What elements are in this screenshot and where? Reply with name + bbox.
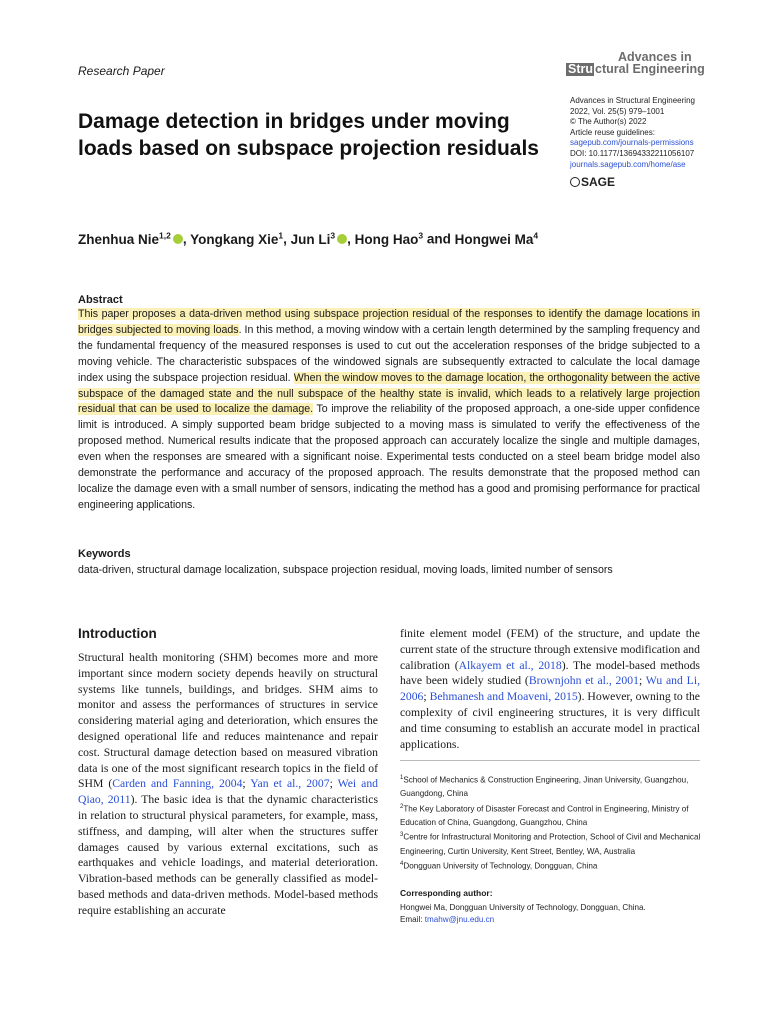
citation-link[interactable]: Wei and Qiao, 2011	[78, 777, 379, 807]
journal-link[interactable]: journals.sagepub.com/home/ase	[570, 159, 686, 169]
sage-icon	[570, 177, 580, 187]
publisher-name: SAGE	[581, 175, 616, 189]
author-3: Jun Li$^3$	[290, 230, 336, 247]
highlight[interactable]: When the window moves to the damage location, the orthogonality between the active subspace of the damaged state and the null subspace of the healthy state is invalid, which leads to a relatively large projection residual that can be used to localize the damage.	[78, 371, 700, 416]
logo-line1: Advances in	[618, 50, 692, 64]
journal-meta	[570, 96, 730, 170]
highlight[interactable]: This paper proposes a data-driven method using subspace projection residual of the responses to identify the damage locations in bridges subjected to moving loads	[78, 308, 700, 336]
affiliation: $^3$Centre for Infrastructural Monitoring and Protection, School of Civil and Mechanical Engineering, Curtin University, Kent Street, Bentley, WA, Australia	[400, 832, 701, 856]
author-4: Hong Hao$^3$	[354, 230, 424, 247]
author-list: Zhenhua Nie$^{1,2}$ , Yongkang Xie$^1$, Jun Li$^3$ , Hong Hao$^3$ and Hongwei Ma$^4$	[78, 230, 539, 247]
meta-journal: Advances in Structural Engineering	[570, 96, 695, 105]
affiliation: $^2$The Key Laboratory of Disaster Forecast and Control in Engineering, Ministry of Education of China, Guangdong, Guangzhou, China	[400, 803, 689, 827]
paper-title: Damage detection in bridges under moving loads based on subspace projection residuals	[78, 110, 539, 160]
corresponding-line: Hongwei Ma, Dongguan University of Technology, Dongguan, China.	[400, 903, 646, 912]
affiliation: $^1$School of Mechanics & Construction Engineering, Jinan University, Guangzhou, Guangdong, China	[400, 775, 689, 799]
introduction-heading: Introduction	[78, 626, 157, 641]
citation-link[interactable]: Brownjohn et al., 2001	[528, 674, 639, 688]
author-1: Zhenhua Nie$^{1,2}$	[78, 230, 171, 247]
intro-column-1: Structural health monitoring (SHM) becomes more and more important since modern society depends heavily on structural systems like tunnels, buildings, and bridges. SHM aims to monitor and assess the performances of structures in service considering material aging and deterioration, which ensures the designed operational life and reduces maintenance and repair cost. Structural damage detection based on measured vibration data is one of the most significant research topics in the field of SHM (Carden and Fanning, 2004; Yan et al., 2007; Wei and Qiao, 2011). The basic idea is that the dynamic characteristics in relation to structural physical parameters, for example, mass, stiffness, and damping, will alter when the structures suffer damages caused by various external excitations, such as earthquakes and vehicle loadings, and material deterioration. Vibration-based methods can be generally classified as model-based methods and data-driven methods. Model-based methods require establishing an accurate	[78, 651, 379, 917]
author-2: Yongkang Xie$^1$	[190, 230, 284, 247]
keywords-heading: Keywords	[78, 548, 131, 560]
orcid-icon[interactable]	[173, 234, 183, 244]
corresponding-heading: Corresponding author:	[400, 888, 493, 898]
meta-copyright: © The Author(s) 2022	[570, 117, 647, 127]
publisher-logo	[570, 175, 615, 189]
email-line: Email: tmahw@jnu.edu.cn	[400, 915, 495, 924]
email-link[interactable]: tmahw@jnu.edu.cn	[424, 915, 495, 924]
abstract-heading: Abstract	[78, 294, 123, 306]
affiliations	[400, 772, 705, 873]
meta-doi: DOI: 10.1177/13694332211056107	[570, 148, 695, 158]
affiliation: $^4$Dongguan University of Technology, Dongguan, China	[400, 861, 598, 871]
citation-link[interactable]: Behmanesh and Moaveni, 2015	[429, 690, 578, 704]
corresponding-author	[400, 902, 705, 926]
logo-line2: ctural Engineering	[595, 62, 705, 76]
footnote-divider	[400, 760, 700, 761]
citation-link[interactable]: Carden and Fanning, 2004	[112, 777, 243, 791]
orcid-icon[interactable]	[337, 234, 347, 244]
citation-link[interactable]: Alkayem et al., 2018	[458, 658, 562, 672]
citation-link[interactable]: Wu and Li, 2006	[400, 674, 700, 704]
reuse-link[interactable]: sagepub.com/journals-permissions	[570, 138, 694, 148]
keywords-text: data-driven, structural damage localization, subspace projection residual, moving loads, limited number of sensors	[78, 564, 613, 576]
logo-str: Stru	[568, 62, 593, 76]
citation-link[interactable]: Yan et al., 2007	[250, 777, 330, 791]
author-5: Hongwei Ma$^4$	[454, 230, 539, 247]
abstract-body: This paper proposes a data-driven method using subspace projection residual of the responses to identify the damage locations in bridges subjected to moving loads. In this method, a moving window with a certain length determined by the sampling frequency and the fundamental frequency of the measured responses is used to cut out the acceleration responses of the bridge subjected to a moving vehicle. The characteristic subspaces of the windowed signals are subsequently extracted to calculate the local damage index using the subspace projection residual. When the window moves to the damage location, the orthogonality between the active subspace of the damaged state and the null subspace of the healthy state is invalid, which leads to a relatively large projection residual that can be used to localize the damage. To improve the reliability of the proposed approach, a one-side upper confidence limit is introduced. A simply supported beam bridge subjected to a moving mass is simulated to verify the effectiveness of the proposed method. Numerical results indicate that the proposed approach can accurately localize the single and multiple damages, even when the responses are smeared with a significant noise. Experimental tests conducted on a steel beam bridge model also demonstrate the performance and accuracy of the proposed approach. The results demonstrate that the proposed method can localize the damage even with a small number of sensors, indicating the method has a good and promising performance for practical engineering applications.	[78, 308, 700, 511]
paper-type-label: Research Paper	[78, 64, 165, 78]
journal-logo	[566, 50, 705, 76]
meta-volume: 2022, Vol. 25(5) 979–1001	[570, 106, 665, 116]
meta-reuse: Article reuse guidelines:	[570, 127, 655, 137]
intro-column-2: finite element model (FEM) of the structure, and update the current state of the structure through extensive modification and calibration (Alkayem et al., 2018). The model-based methods have been widely studied (Brownjohn et al., 2001; Wu and Li, 2006; Behmanesh and Moaveni, 2015). However, owning to the complexity of civil engineering structures, it is very difficult and time consuming to establish an accurate model in practical applications.	[400, 627, 700, 751]
